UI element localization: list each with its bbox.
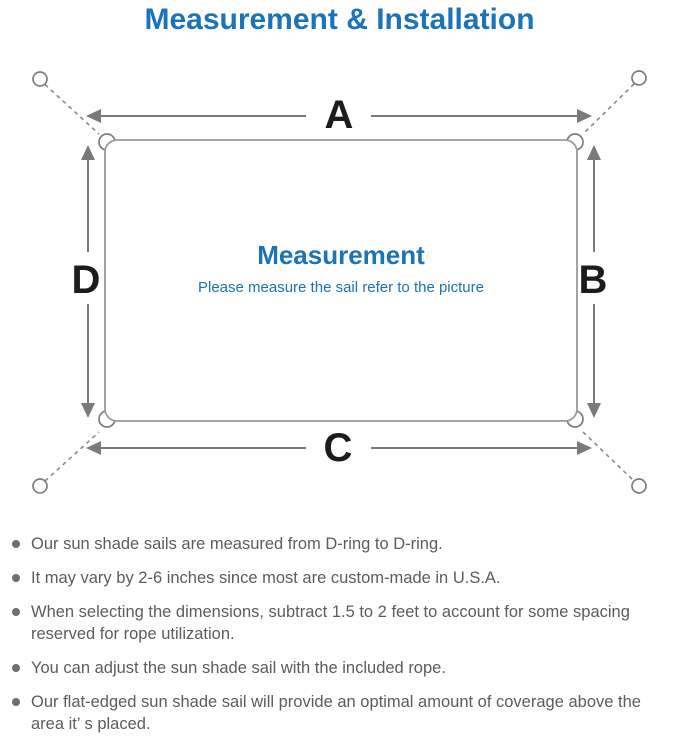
dimension-label-d: D [71, 258, 101, 302]
anchor-ring-top-right [632, 71, 646, 85]
anchor-ring-bottom-right [632, 479, 646, 493]
page-title: Measurement & Installation [144, 3, 535, 36]
rope-top-left [45, 85, 99, 135]
list-item [10, 533, 670, 555]
note-text: Our flat-edged sun shade sail will provide an optimal amount of coverage above the area it’ s placed. [31, 693, 641, 733]
bullet-icon [12, 664, 20, 672]
bullet-icon [12, 540, 20, 548]
list-item [10, 601, 670, 645]
dimension-label-c: C [323, 426, 353, 470]
notes-list [10, 533, 670, 739]
anchor-ring-bottom-left [33, 479, 47, 493]
list-item [10, 567, 670, 589]
anchor-ring-top-left [33, 72, 47, 86]
note-text: You can adjust the sun shade sail with the included rope. [31, 659, 446, 677]
dimension-label-a: A [324, 93, 354, 137]
list-item [10, 657, 670, 679]
rope-bottom-right [583, 432, 634, 481]
rope-bottom-left [45, 432, 99, 481]
list-item [10, 691, 670, 735]
rope-top-right [583, 84, 634, 134]
diagram-center-title: Measurement [257, 240, 425, 270]
bullet-icon [12, 698, 20, 706]
note-text: Our sun shade sails are measured from D-ring to D-ring. [31, 535, 443, 553]
bullet-icon [12, 574, 20, 582]
note-text: It may vary by 2-6 inches since most are custom-made in U.S.A. [31, 569, 501, 587]
note-text: When selecting the dimensions, subtract 1.5 to 2 feet to account for some spacing reserved for rope utilization. [31, 603, 630, 643]
bullet-icon [12, 608, 20, 616]
dimension-label-b: B [578, 258, 608, 302]
diagram-center-caption: Please measure the sail refer to the picture [198, 279, 484, 296]
